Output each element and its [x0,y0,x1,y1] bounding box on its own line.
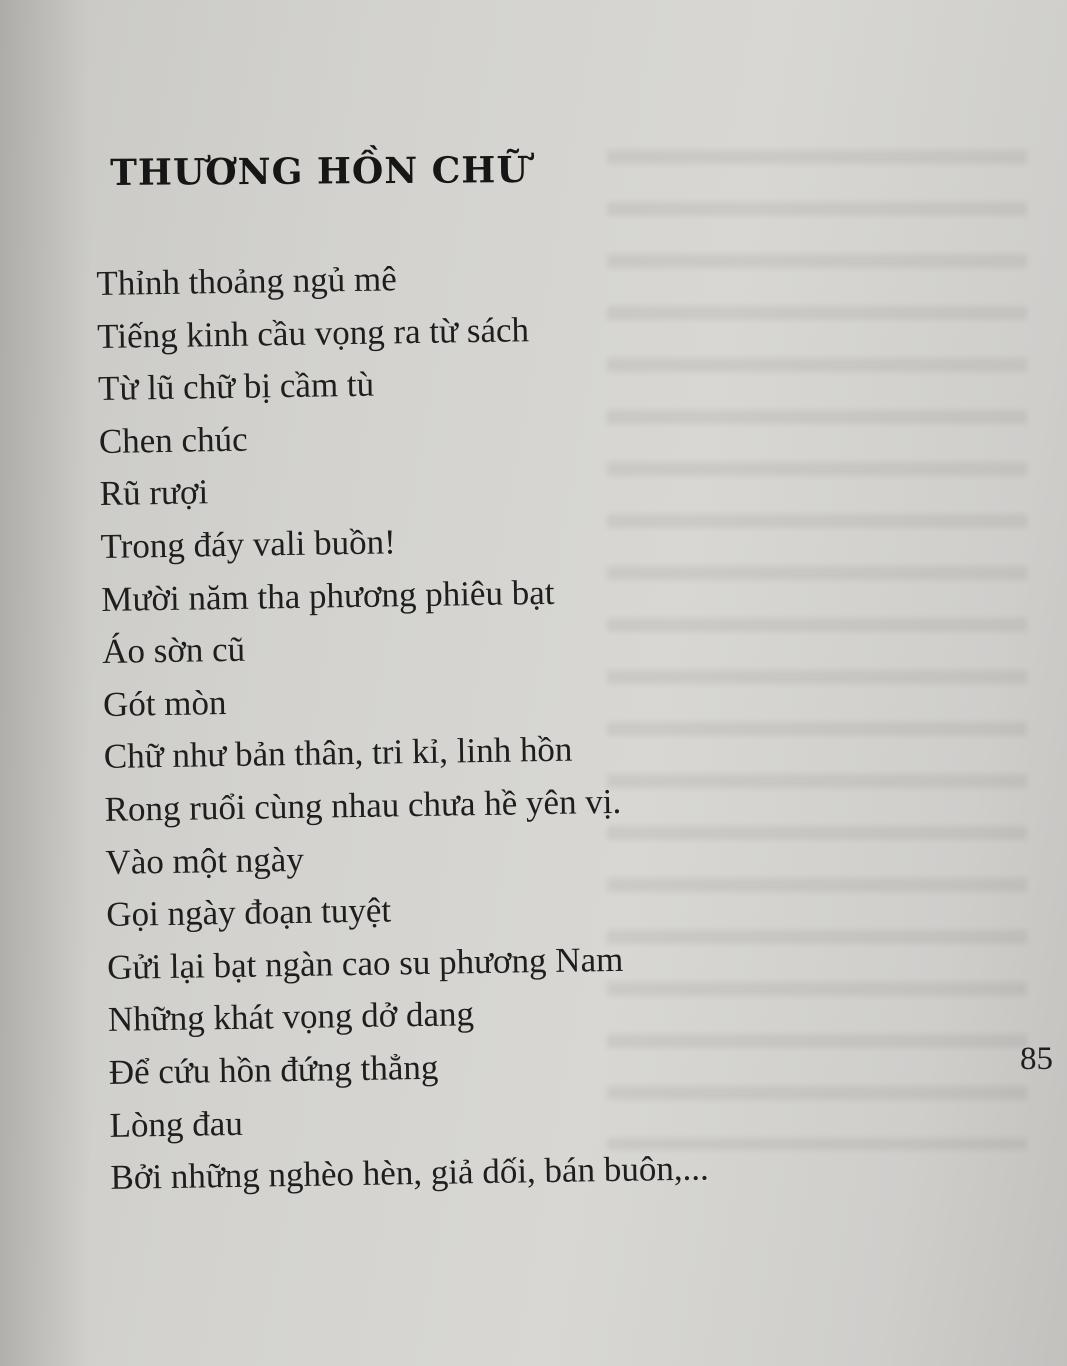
poem-line: Rũ rượi [99,472,209,514]
poem-line: Gót mòn [102,682,227,724]
poem-line: Bởi những nghèo hèn, giả dối, bán buôn,... [110,1148,710,1197]
poem-line: Áo sờn cũ [101,629,246,672]
poem-line: Gọi ngày đoạn tuyệt [106,890,392,935]
poem-line: Gửi lại bạt ngàn cao su phương Nam [106,939,624,987]
poem-line: Để cứu hồn đứng thẳng [108,1047,439,1092]
poem-line: Thỉnh thoảng ngủ mê [96,259,398,303]
poem-line: Những khát vọng dở dang [107,994,475,1040]
poem-line: Trong đáy vali buồn! [100,522,397,566]
poem-line: Mười năm tha phương phiêu bạt [101,572,555,619]
poem-line: Tiếng kinh cầu vọng ra từ sách [96,309,530,356]
page-gutter-shadow [0,0,90,1366]
poem-body [96,249,709,1205]
page-number: 85 [1020,1041,1053,1077]
poem-line: Chen chúc [98,419,248,461]
poem-line: Từ lũ chữ bị cầm tù [97,364,375,409]
poem-line: Chữ như bản thân, tri kỉ, linh hồn [103,729,573,777]
poem-line: Lòng đau [109,1103,244,1145]
poem-line: Rong ruổi cùng nhau chưa hề yên vị. [104,781,622,829]
poem-line: Vào một ngày [105,839,305,882]
poem-title: THƯƠNG HỒN CHỮ [110,149,529,194]
